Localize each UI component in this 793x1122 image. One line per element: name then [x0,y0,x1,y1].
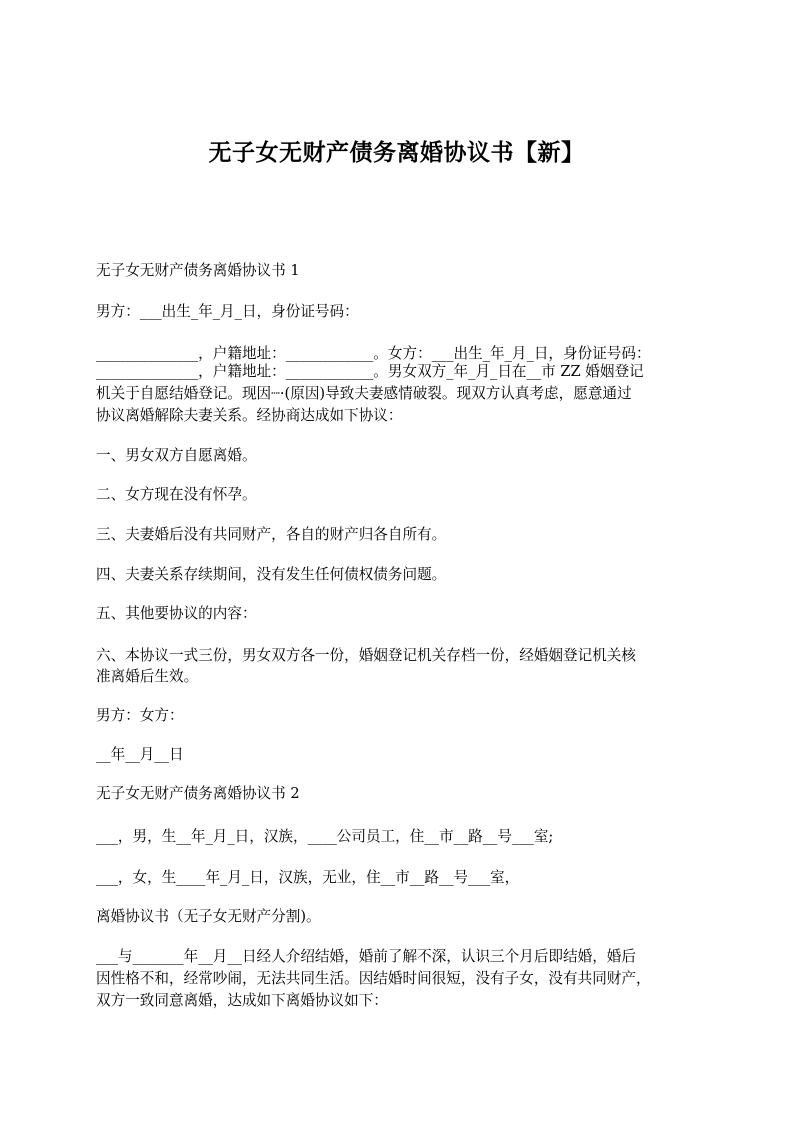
paragraph-line: 离婚协议书（无子女无财产分割)。 [96,908,321,925]
section-heading-1: 无子女无财产债务离婚协议书 1 [96,262,300,279]
clause-2: 二、女方现在没有怀孕。 [96,486,257,503]
paragraph-line: ______________，户籍地址：____________。男女双方_年_月_日在__市 ZZ 婚姻登记 [96,363,644,380]
clause-4: 四、夫妻关系存续期间，没有发生任何债权债务问题。 [96,566,447,583]
paragraph-line: ___，男，生__年_月_日，汉族，____公司员工，住__市__路__号___室; [96,828,554,845]
paragraph-line: 机关于自愿结婚登记。现因┈·(原因)导致夫妻感情破裂。现双方认真考虑，愿意通过 [96,385,632,402]
paragraph-line: 协议离婚解除夫妻关系。经协商达成如下协议： [96,407,403,424]
clause-5: 五、其他要协议的内容： [96,605,257,622]
paragraph-line: ___与_______年__月__日经人介绍结婚，婚前了解不深，认识三个月后即结婚，婚后 [96,948,636,965]
clause-6: 六、本协议一式三份，男女双方各一份，婚姻登记机关存档一份，经婚姻登记机关核 [96,647,636,664]
document-title: 无子女无财产债务离婚协议书【新】 [208,140,585,166]
signature-line: 男方：女方： [96,707,184,724]
section-heading-2: 无子女无财产债务离婚协议书 2 [96,785,300,802]
paragraph-line: 男方：___出生_年_月_日，身份证号码： [96,303,359,320]
date-line: __年__月__日 [96,746,184,763]
paragraph-line: ___，女，生____年_月_日，汉族，无业，住__市__路__号___室， [96,869,520,886]
paragraph-line: 双方一致同意离婚，达成如下离婚协议如下： [96,992,388,1009]
clause-1: 一、男女双方自愿离婚。 [96,447,257,464]
paragraph-line: 因性格不和，经常吵闹，无法共同生活。因结婚时间很短，没有子女，没有共同财产， [96,970,651,987]
paragraph-line: ______________，户籍地址：____________。女方：___出生_年_月_日，身份证号码： [96,345,651,362]
clause-3: 三、夫妻婚后没有共同财产，各自的财产归各自所有。 [96,526,447,543]
clause-6-cont: 准离婚后生效。 [96,668,199,685]
